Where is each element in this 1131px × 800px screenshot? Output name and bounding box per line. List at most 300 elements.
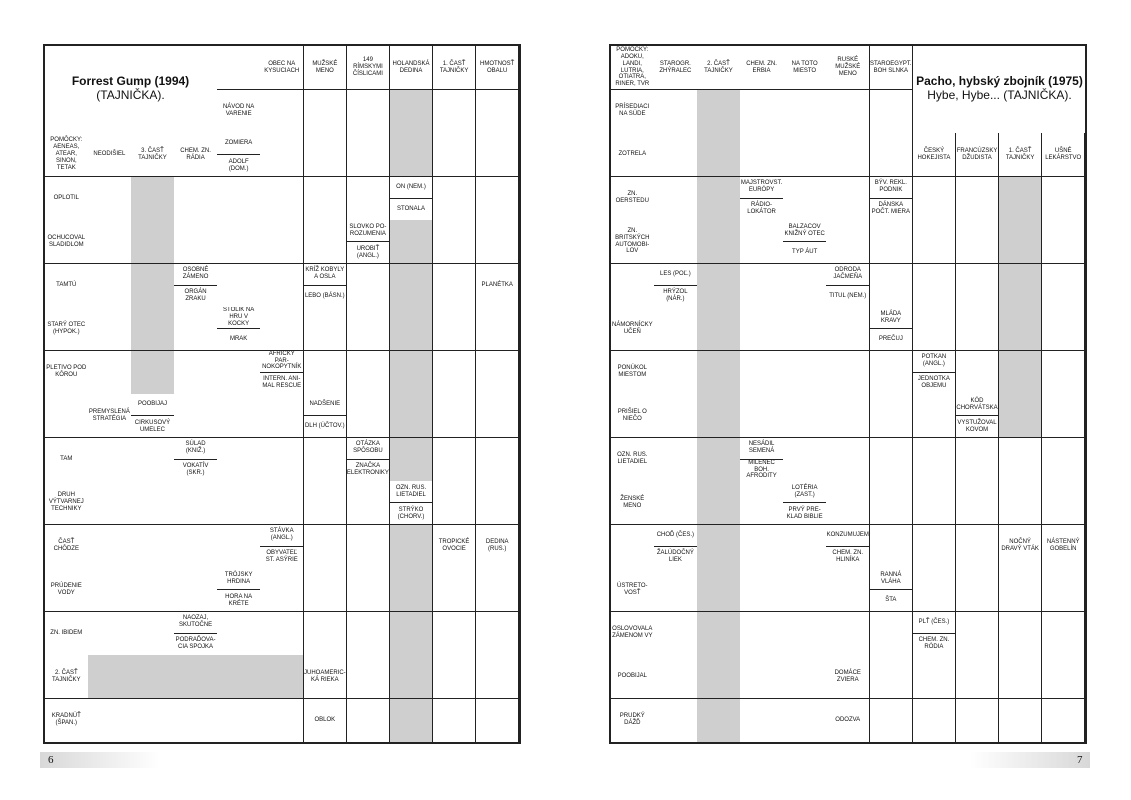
answer-cell[interactable]	[433, 220, 477, 264]
answer-cell[interactable]	[304, 307, 348, 351]
answer-cell[interactable]	[913, 699, 957, 743]
answer-cell[interactable]	[783, 568, 827, 612]
answer-cell[interactable]	[999, 438, 1043, 482]
answer-cell[interactable]	[913, 394, 957, 438]
answer-cell[interactable]	[999, 699, 1043, 743]
answer-cell[interactable]	[870, 90, 914, 134]
answer-cell[interactable]	[433, 438, 477, 482]
answer-cell[interactable]	[697, 220, 741, 264]
clue-text: NÁVOD NA VARENIE	[222, 104, 255, 117]
answer-cell[interactable]	[654, 351, 698, 395]
answer-cell[interactable]	[174, 307, 218, 351]
answer-cell[interactable]	[870, 133, 914, 177]
answer-cell[interactable]	[783, 699, 827, 743]
answer-cell[interactable]	[304, 525, 348, 569]
answer-cell[interactable]	[740, 655, 784, 699]
answer-cell[interactable]	[217, 220, 261, 264]
answer-cell[interactable]	[999, 220, 1043, 264]
clue-text: POOBIJAL	[617, 673, 647, 680]
clue-text: PRUDKÝ DÁŽĎ	[619, 713, 645, 726]
clue-cell	[347, 46, 391, 90]
answer-cell[interactable]	[913, 568, 957, 612]
clue-text: STOLÍK NA HRU V KOCKY	[223, 307, 255, 327]
answer-cell[interactable]	[433, 90, 477, 134]
answer-cell[interactable]	[956, 655, 1000, 699]
clue-cell	[174, 133, 218, 177]
answer-cell[interactable]	[390, 699, 434, 743]
clue-text: 1. ČASŤ TAJNIČKY	[439, 60, 469, 74]
answer-cell[interactable]	[697, 90, 741, 134]
clue-cell	[611, 655, 655, 699]
clue-text: KRÍŽ KOBYLY A OSLA	[305, 267, 345, 280]
answer-cell[interactable]	[260, 438, 304, 482]
answer-cell[interactable]	[260, 220, 304, 264]
answer-cell[interactable]	[870, 655, 914, 699]
answer-cell[interactable]	[826, 481, 870, 525]
answer-cell[interactable]	[956, 612, 1000, 656]
answer-cell[interactable]	[870, 612, 914, 656]
clue-text: CHEM. ZN. RÁDIA	[180, 147, 211, 161]
answer-cell[interactable]	[260, 568, 304, 612]
answer-cell[interactable]	[476, 612, 520, 656]
clue-text: PODRAĎOVA-CIA SPOJKA	[174, 633, 217, 655]
answer-cell[interactable]	[697, 655, 741, 699]
answer-cell[interactable]	[390, 655, 434, 699]
answer-cell[interactable]	[433, 699, 477, 743]
answer-cell[interactable]	[913, 177, 957, 221]
answer-cell[interactable]	[654, 699, 698, 743]
answer-cell[interactable]	[783, 525, 827, 569]
answer-cell[interactable]	[697, 525, 741, 569]
answer-cell[interactable]	[956, 177, 1000, 221]
clue-text: CHEM. ZN. HLINÍKA	[826, 546, 869, 568]
answer-cell[interactable]	[826, 612, 870, 656]
answer-cell[interactable]	[826, 90, 870, 134]
answer-cell[interactable]	[131, 220, 175, 264]
answer-cell[interactable]	[88, 481, 132, 525]
answer-cell[interactable]	[476, 568, 520, 612]
answer-cell[interactable]	[697, 394, 741, 438]
answer-cell[interactable]	[999, 351, 1043, 395]
answer-cell[interactable]	[174, 568, 218, 612]
answer-cell[interactable]	[956, 264, 1000, 308]
answer-cell[interactable]	[697, 264, 741, 308]
answer-cell[interactable]	[783, 612, 827, 656]
answer-cell[interactable]	[999, 394, 1043, 438]
answer-cell[interactable]	[740, 220, 784, 264]
answer-cell[interactable]	[999, 568, 1043, 612]
clue-cell	[217, 133, 261, 177]
answer-cell[interactable]	[217, 655, 261, 699]
clue-cell	[217, 307, 261, 351]
answer-cell[interactable]	[740, 699, 784, 743]
answer-cell[interactable]	[390, 394, 434, 438]
answer-cell[interactable]	[131, 177, 175, 221]
clue-text: STÁVKA (ANGL.)	[269, 528, 294, 541]
answer-cell[interactable]	[390, 351, 434, 395]
clue-text: INTERN. ANI-MAL RESCUE	[260, 372, 303, 394]
answer-cell[interactable]	[304, 438, 348, 482]
answer-cell[interactable]	[131, 351, 175, 395]
answer-cell[interactable]	[217, 264, 261, 308]
answer-cell[interactable]	[783, 177, 827, 221]
answer-cell[interactable]	[260, 612, 304, 656]
answer-cell[interactable]	[956, 699, 1000, 743]
answer-cell[interactable]	[88, 655, 132, 699]
answer-cell[interactable]	[956, 481, 1000, 525]
answer-cell[interactable]	[740, 90, 784, 134]
answer-cell[interactable]	[697, 481, 741, 525]
answer-cell[interactable]	[304, 177, 348, 221]
answer-cell[interactable]	[913, 438, 957, 482]
answer-cell[interactable]	[654, 307, 698, 351]
clue-cell	[611, 90, 655, 134]
answer-cell[interactable]	[131, 568, 175, 612]
answer-cell[interactable]	[260, 177, 304, 221]
answer-cell[interactable]	[783, 133, 827, 177]
answer-cell[interactable]	[433, 394, 477, 438]
clue-cell	[611, 177, 655, 221]
clue-cell	[45, 525, 89, 569]
answer-cell[interactable]	[131, 699, 175, 743]
answer-cell[interactable]	[913, 481, 957, 525]
answer-cell[interactable]	[697, 307, 741, 351]
answer-cell[interactable]	[433, 351, 477, 395]
answer-cell[interactable]	[476, 438, 520, 482]
clue-text: NÁSTENNÝ GOBELÍN	[1046, 539, 1080, 552]
answer-cell[interactable]	[260, 481, 304, 525]
answer-cell[interactable]	[611, 264, 655, 308]
answer-cell[interactable]	[304, 612, 348, 656]
answer-cell[interactable]	[260, 133, 304, 177]
answer-cell[interactable]	[217, 438, 261, 482]
answer-cell[interactable]	[217, 351, 261, 395]
answer-cell[interactable]	[913, 525, 957, 569]
answer-cell[interactable]	[433, 307, 477, 351]
answer-cell[interactable]	[347, 525, 391, 569]
answer-cell[interactable]	[1042, 264, 1086, 308]
answer-cell[interactable]	[88, 568, 132, 612]
answer-cell[interactable]	[956, 307, 1000, 351]
answer-cell[interactable]	[304, 90, 348, 134]
clue-text: OBEC NA KYSUCIACH	[264, 60, 300, 74]
answer-cell[interactable]	[740, 612, 784, 656]
answer-cell[interactable]	[956, 438, 1000, 482]
answer-cell[interactable]	[217, 699, 261, 743]
answer-cell[interactable]	[390, 264, 434, 308]
clue-cell	[654, 46, 698, 90]
answer-cell[interactable]	[870, 525, 914, 569]
answer-cell[interactable]	[260, 699, 304, 743]
clue-text: MUŽSKÉ MENO	[312, 60, 338, 74]
clue-cell	[870, 177, 914, 221]
answer-cell[interactable]	[697, 612, 741, 656]
answer-cell[interactable]	[783, 90, 827, 134]
answer-cell[interactable]	[999, 481, 1043, 525]
clue-text: VYSTUŽOVAL KOVOM	[956, 415, 999, 437]
answer-cell[interactable]	[1042, 438, 1086, 482]
answer-cell[interactable]	[956, 525, 1000, 569]
answer-cell[interactable]	[88, 220, 132, 264]
answer-cell[interactable]	[870, 699, 914, 743]
answer-cell[interactable]	[826, 438, 870, 482]
clue-cell	[783, 46, 827, 90]
answer-cell[interactable]	[783, 655, 827, 699]
answer-cell[interactable]	[174, 394, 218, 438]
clue-text: SÚLAD (KNIŽ.)	[185, 441, 206, 454]
answer-cell[interactable]	[913, 220, 957, 264]
clue-text: PREČUJ	[870, 328, 913, 350]
answer-cell[interactable]	[697, 438, 741, 482]
answer-cell[interactable]	[45, 394, 89, 438]
answer-cell[interactable]	[131, 438, 175, 482]
answer-cell[interactable]	[870, 481, 914, 525]
clue-text: 3. ČASŤ TAJNIČKY	[138, 147, 167, 161]
answer-cell[interactable]	[783, 307, 827, 351]
clue-text: CHOĎ (ČES.)	[656, 531, 695, 538]
clue-cell	[433, 525, 477, 569]
answer-cell[interactable]	[1042, 394, 1086, 438]
answer-cell[interactable]	[347, 351, 391, 395]
answer-cell[interactable]	[304, 133, 348, 177]
clue-text: ČESKÝ HOKEJISTA	[917, 147, 951, 161]
clue-text: ZN. BRITSKÝCH AUTOMOBI-LOV	[615, 227, 650, 255]
answer-cell[interactable]	[654, 177, 698, 221]
clue-text: JEDNOTKA OBJEMU	[913, 372, 956, 394]
answer-cell[interactable]	[913, 655, 957, 699]
answer-cell[interactable]	[174, 525, 218, 569]
answer-cell[interactable]	[433, 264, 477, 308]
answer-cell[interactable]	[433, 568, 477, 612]
answer-cell[interactable]	[826, 177, 870, 221]
answer-cell[interactable]	[433, 655, 477, 699]
answer-cell[interactable]	[870, 394, 914, 438]
clue-text: NÁMORNÍCKY UČEŇ	[612, 321, 653, 335]
answer-cell[interactable]	[390, 612, 434, 656]
answer-cell[interactable]	[347, 481, 391, 525]
answer-cell[interactable]	[88, 438, 132, 482]
answer-cell[interactable]	[870, 264, 914, 308]
answer-cell[interactable]	[654, 220, 698, 264]
answer-cell[interactable]	[433, 612, 477, 656]
answer-cell[interactable]	[740, 525, 784, 569]
answer-cell[interactable]	[826, 568, 870, 612]
answer-cell[interactable]	[956, 220, 1000, 264]
clue-text: HORA NA KRÉTE	[217, 589, 260, 611]
clue-cell	[611, 133, 655, 177]
answer-cell[interactable]	[347, 177, 391, 221]
answer-cell[interactable]	[304, 481, 348, 525]
answer-cell[interactable]	[654, 394, 698, 438]
clue-cell	[611, 220, 655, 264]
answer-cell[interactable]	[390, 220, 434, 264]
answer-cell[interactable]	[174, 655, 218, 699]
answer-cell[interactable]	[217, 481, 261, 525]
answer-cell[interactable]	[347, 394, 391, 438]
answer-cell[interactable]	[999, 177, 1043, 221]
answer-cell[interactable]	[476, 90, 520, 134]
clue-cell	[999, 133, 1043, 177]
answer-cell[interactable]	[260, 394, 304, 438]
answer-cell[interactable]	[174, 481, 218, 525]
answer-cell[interactable]	[217, 612, 261, 656]
answer-cell[interactable]	[131, 655, 175, 699]
answer-cell[interactable]	[870, 351, 914, 395]
answer-cell[interactable]	[390, 525, 434, 569]
clue-text: MLÁDA KRAVY	[880, 310, 902, 324]
answer-cell[interactable]	[347, 568, 391, 612]
answer-cell[interactable]	[131, 525, 175, 569]
answer-cell[interactable]	[174, 177, 218, 221]
answer-cell[interactable]	[913, 307, 957, 351]
answer-cell[interactable]	[217, 177, 261, 221]
answer-cell[interactable]	[697, 177, 741, 221]
answer-cell[interactable]	[217, 394, 261, 438]
answer-cell[interactable]	[88, 307, 132, 351]
answer-cell[interactable]	[260, 655, 304, 699]
answer-cell[interactable]	[88, 699, 132, 743]
answer-cell[interactable]	[476, 655, 520, 699]
answer-cell[interactable]	[476, 220, 520, 264]
answer-cell[interactable]	[1042, 612, 1086, 656]
answer-cell[interactable]	[654, 481, 698, 525]
answer-cell[interactable]	[783, 438, 827, 482]
answer-cell[interactable]	[433, 133, 477, 177]
puzzle-title: Forrest Gump (1994)	[71, 73, 190, 88]
answer-cell[interactable]	[88, 612, 132, 656]
answer-cell[interactable]	[999, 655, 1043, 699]
answer-cell[interactable]	[304, 351, 348, 395]
clue-text: PLŤ (ČES.)	[918, 618, 950, 625]
answer-cell[interactable]	[654, 438, 698, 482]
answer-cell[interactable]	[476, 133, 520, 177]
answer-cell[interactable]	[826, 133, 870, 177]
answer-cell[interactable]	[999, 612, 1043, 656]
answer-cell[interactable]	[1042, 481, 1086, 525]
answer-cell[interactable]	[347, 307, 391, 351]
answer-cell[interactable]	[131, 612, 175, 656]
answer-cell[interactable]	[697, 351, 741, 395]
answer-cell[interactable]	[88, 351, 132, 395]
answer-cell[interactable]	[740, 568, 784, 612]
answer-cell[interactable]	[1042, 220, 1086, 264]
clue-cell	[45, 655, 89, 699]
answer-cell[interactable]	[1042, 307, 1086, 351]
answer-cell[interactable]	[1042, 655, 1086, 699]
answer-cell[interactable]	[260, 264, 304, 308]
answer-cell[interactable]	[870, 438, 914, 482]
clue-cell	[45, 264, 89, 308]
answer-cell[interactable]	[740, 133, 784, 177]
answer-cell[interactable]	[476, 351, 520, 395]
answer-cell[interactable]	[131, 264, 175, 308]
answer-cell[interactable]	[999, 307, 1043, 351]
answer-cell[interactable]	[476, 307, 520, 351]
answer-cell[interactable]	[654, 612, 698, 656]
answer-cell[interactable]	[740, 264, 784, 308]
answer-cell[interactable]	[88, 525, 132, 569]
answer-cell[interactable]	[260, 307, 304, 351]
answer-cell[interactable]	[826, 220, 870, 264]
answer-cell[interactable]	[88, 264, 132, 308]
answer-cell[interactable]	[217, 525, 261, 569]
answer-cell[interactable]	[347, 90, 391, 134]
answer-cell[interactable]	[347, 699, 391, 743]
answer-cell[interactable]	[1042, 699, 1086, 743]
answer-cell[interactable]	[131, 307, 175, 351]
answer-cell[interactable]	[999, 264, 1043, 308]
answer-cell[interactable]	[611, 525, 655, 569]
answer-cell[interactable]	[740, 307, 784, 351]
answer-cell[interactable]	[654, 133, 698, 177]
answer-cell[interactable]	[347, 655, 391, 699]
answer-cell[interactable]	[260, 90, 304, 134]
answer-cell[interactable]	[740, 351, 784, 395]
answer-cell[interactable]	[956, 568, 1000, 612]
clue-cell	[390, 481, 434, 525]
answer-cell[interactable]	[697, 568, 741, 612]
answer-cell[interactable]	[174, 351, 218, 395]
clue-text: NADŠENIE	[309, 401, 341, 408]
answer-cell[interactable]	[304, 568, 348, 612]
answer-cell[interactable]	[304, 220, 348, 264]
answer-cell[interactable]	[476, 177, 520, 221]
clue-cell	[611, 699, 655, 743]
answer-cell[interactable]	[390, 307, 434, 351]
answer-cell[interactable]	[913, 264, 957, 308]
answer-cell[interactable]	[217, 46, 261, 90]
answer-cell[interactable]	[870, 220, 914, 264]
answer-cell[interactable]	[1042, 177, 1086, 221]
answer-cell[interactable]	[956, 351, 1000, 395]
answer-cell[interactable]	[174, 220, 218, 264]
answer-cell[interactable]	[1042, 568, 1086, 612]
answer-cell[interactable]	[390, 133, 434, 177]
answer-cell[interactable]	[783, 394, 827, 438]
answer-cell[interactable]	[390, 438, 434, 482]
answer-cell[interactable]	[826, 394, 870, 438]
answer-cell[interactable]	[826, 307, 870, 351]
answer-cell[interactable]	[88, 177, 132, 221]
answer-cell[interactable]	[654, 568, 698, 612]
clue-cell	[260, 46, 304, 90]
answer-cell[interactable]	[476, 699, 520, 743]
answer-cell[interactable]	[347, 612, 391, 656]
answer-cell[interactable]	[1042, 351, 1086, 395]
answer-cell[interactable]	[654, 655, 698, 699]
answer-cell[interactable]	[433, 177, 477, 221]
answer-cell[interactable]	[347, 264, 391, 308]
answer-cell[interactable]	[654, 90, 698, 134]
answer-cell[interactable]	[390, 90, 434, 134]
answer-cell[interactable]	[347, 133, 391, 177]
answer-cell[interactable]	[783, 264, 827, 308]
answer-cell[interactable]	[174, 699, 218, 743]
answer-cell[interactable]	[697, 699, 741, 743]
answer-cell[interactable]	[390, 568, 434, 612]
answer-cell[interactable]	[131, 481, 175, 525]
clue-cell	[956, 394, 1000, 438]
answer-cell[interactable]	[697, 133, 741, 177]
answer-cell[interactable]	[826, 351, 870, 395]
answer-cell[interactable]	[476, 481, 520, 525]
answer-cell[interactable]	[740, 394, 784, 438]
left-page	[43, 44, 521, 744]
answer-cell[interactable]	[433, 481, 477, 525]
answer-cell[interactable]	[783, 351, 827, 395]
answer-cell[interactable]	[740, 481, 784, 525]
answer-cell[interactable]	[476, 394, 520, 438]
